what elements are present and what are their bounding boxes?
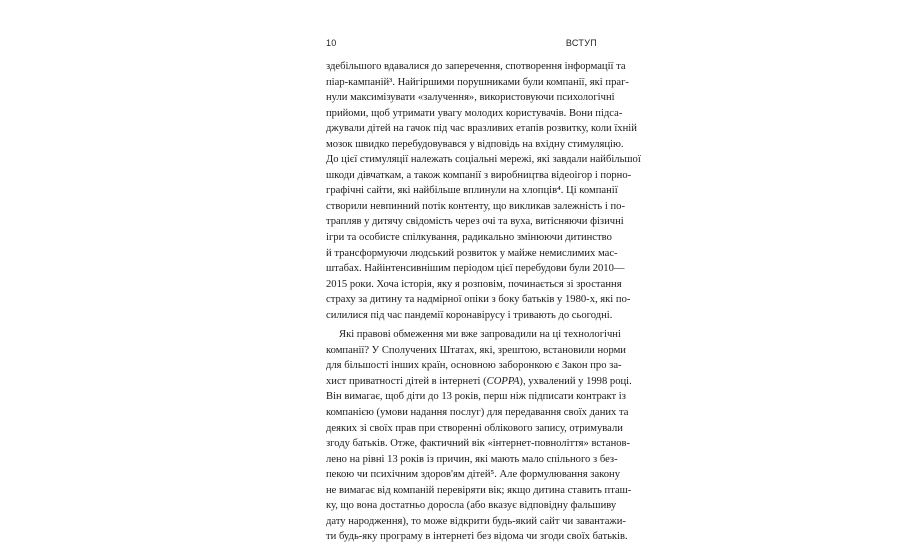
text-line: шкоди дівчаткам, а також компанії з виробництва відеоігор і порно- <box>326 169 632 181</box>
text-line: створили невпинний потік контенту, що викликав залежність і по- <box>326 200 625 212</box>
text-line: здебільшого вдавалися до заперечення, спотворення інформації та <box>326 61 626 72</box>
text-line: дату народження), то може відкрити будь-який сайт чи завантажи- <box>326 515 626 527</box>
page-number: 10 <box>326 38 337 48</box>
text-line: штабах. Найінтенсивнішим періодом цієї перебудови були 2010— <box>326 263 625 275</box>
text-line: компанією (умови надання послуг) для передавання своїх даних та <box>326 407 629 419</box>
text-line: хист приватності дітей в інтернеті (COPPA), ухвалений у 1998 році. <box>326 375 632 387</box>
text-line: Які правові обмеження ми вже запровадили на ці технологічні <box>339 329 621 341</box>
paragraph <box>326 59 641 323</box>
text-line: й трансформуючи людський розвиток у майже немислимих мас- <box>326 247 618 259</box>
text-line: Він вимагає, щоб діти до 13 років, перш ніж підписати контракт із <box>326 391 626 403</box>
text-line: пекою чи психічним здоров'ям дітей⁵. Але формулювання закону <box>326 469 621 481</box>
text-line: ти будь-яку програму в інтернеті без відома чи згоди своїх батьків. <box>326 531 628 543</box>
text-line: До цієї стимуляції належать соціальні мережі, які завдали найбільшої <box>326 154 641 166</box>
text-line: компанії? У Сполучених Штатах, які, зрештою, встановили норми <box>326 344 626 356</box>
text-line: 2015 роки. Хоча історія, яку я розповім, починається зі зростання <box>326 278 622 290</box>
running-title: ВСТУП <box>565 38 597 48</box>
text-line: страху за дитину та надмірної опіки з боку батьків у 1980-х, які по- <box>326 294 631 306</box>
text-line: прийоми, щоб утримати увагу молодих користувачів. Вони підса- <box>326 107 623 119</box>
text-line: піар-кампаній³. Найгіршими порушниками були компанії, які праг- <box>326 76 629 88</box>
text-line: графічні сайти, які найбільше вплинули на хлопців⁴. Ці компанії <box>326 185 618 197</box>
paragraph <box>326 327 632 545</box>
text-line: нули максимізувати «залучення», використовуючи психологічні <box>326 92 615 104</box>
text-line: джували дітей на гачок під час вразливих етапів розвитку, коли їхній <box>326 123 637 135</box>
text-line: ку, що вона достатньо доросла (або вказує відповідну фальшиву <box>326 500 617 512</box>
text-line: лено на рівні 13 років із причин, які мають мало спільного з без- <box>326 453 618 465</box>
text-line: силилися під час пандемії коронавірусу і тривають до сьогодні. <box>326 309 613 321</box>
body-text <box>326 59 641 545</box>
page-header <box>326 38 597 54</box>
text-line: ігри та особисте спілкування, радикально змінюючи дитинство <box>326 232 612 244</box>
text-line: згоду батьків. Отже, фактичний вік «інтернет-повноліття» встанов- <box>326 438 631 450</box>
text-line: мозок швидко перебудовувався у відповідь на вхідну стимуляцію. <box>326 138 624 150</box>
text-line: не вимагає від компаній перевіряти вік; якщо дитина ставить пташ- <box>326 484 632 496</box>
text-line: деяких зі своїх прав при створенні облікового запису, отримували <box>326 422 623 434</box>
text-line: для більшості інших країн, основною заборонкою є Закон про за- <box>326 360 622 372</box>
text-line: трапляв у дитячу свідомість через очі та вуха, витісняючи фізичні <box>326 216 624 228</box>
